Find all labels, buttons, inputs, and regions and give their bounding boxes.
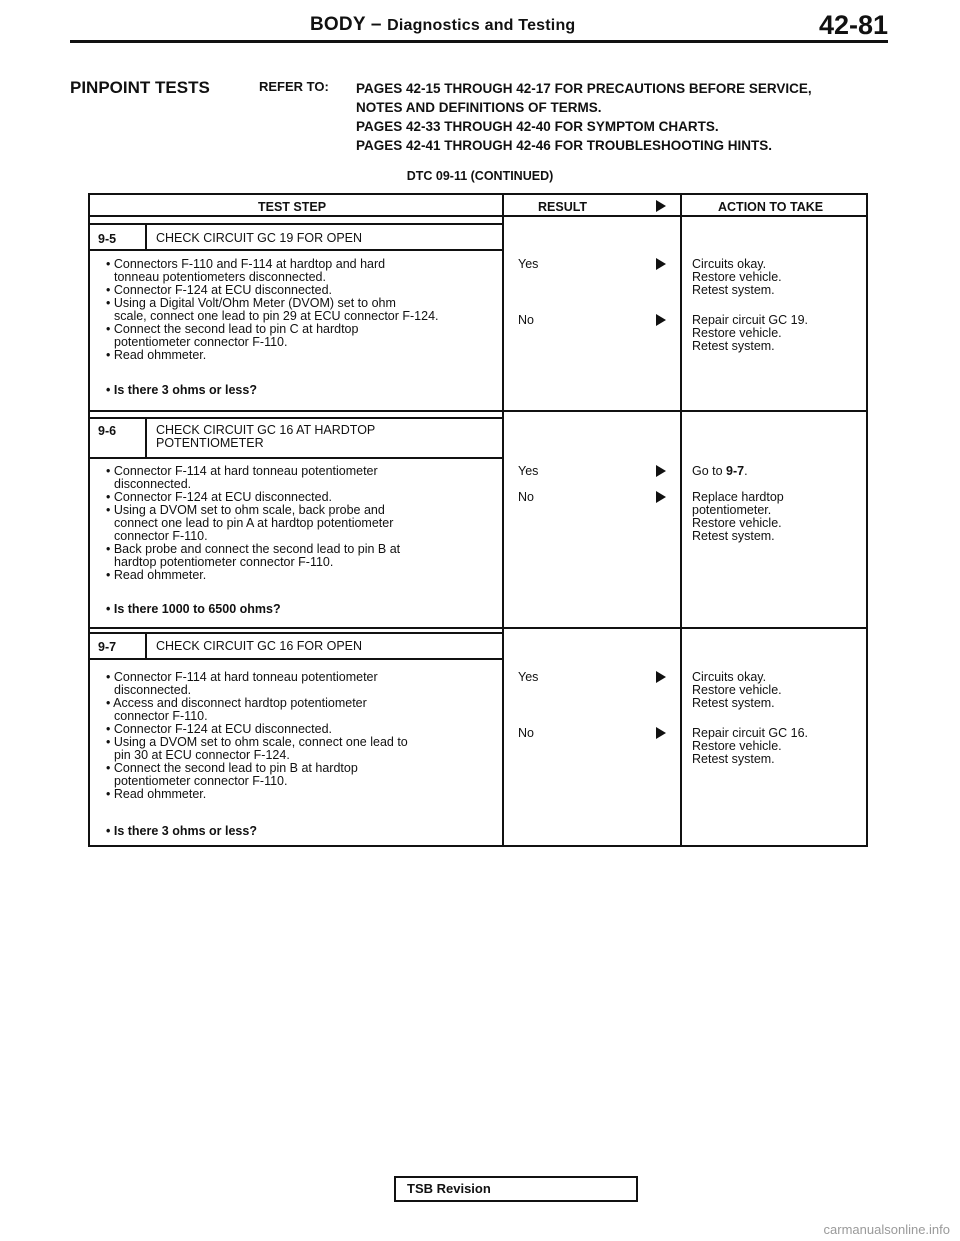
- instruction-line: potentiometer connector F-110.: [114, 774, 288, 788]
- column-divider: [502, 195, 504, 845]
- instruction-line: scale, connect one lead to pin 29 at ECU connector F-124.: [114, 309, 439, 323]
- instruction-line: • Using a DVOM set to ohm scale, connect one lead to: [106, 735, 408, 749]
- watermark[interactable]: carmanualsonline.info: [823, 1222, 950, 1237]
- step-title-rule: [90, 658, 502, 660]
- step-divider: [90, 410, 866, 412]
- result-yes: Yes: [518, 464, 539, 478]
- title-line: POTENTIOMETER: [156, 436, 264, 450]
- result-yes: Yes: [518, 670, 539, 684]
- result-no: No: [518, 726, 534, 740]
- step-instructions: [106, 465, 400, 582]
- action-text: [692, 727, 808, 766]
- action-line: Restore vehicle.: [692, 739, 782, 753]
- tsb-revision-label: TSB Revision: [407, 1181, 491, 1196]
- column-divider: [680, 195, 682, 845]
- action-step-ref: 9-7: [726, 464, 745, 478]
- header-action: ACTION TO TAKE: [718, 200, 824, 214]
- instruction-line: • Connector F-124 at ECU disconnected.: [106, 722, 333, 736]
- step-number: 9-5: [98, 232, 117, 246]
- result-no: No: [518, 490, 534, 504]
- refer-to-lines: [356, 79, 812, 155]
- arrow-icon: [656, 314, 666, 326]
- action-prefix: Go to: [692, 464, 727, 478]
- page-number: 42-81: [818, 10, 888, 40]
- instruction-line: • Connect the second lead to pin B at hardtop: [106, 761, 358, 775]
- step-number: 9-7: [98, 640, 117, 654]
- step-title: CHECK CIRCUIT GC 16 FOR OPEN: [156, 639, 363, 653]
- header-rule: [90, 215, 866, 217]
- arrow-icon: [656, 200, 666, 212]
- step-title-rule: [90, 457, 502, 459]
- instruction-line: tonneau potentiometers disconnected.: [114, 270, 326, 284]
- instruction-line: • Connector F-114 at hard tonneau potentiometer: [106, 464, 378, 478]
- header-test-step: TEST STEP: [258, 200, 327, 214]
- action-line: Retest system.: [692, 696, 775, 710]
- result-yes: Yes: [518, 257, 539, 271]
- instruction-line: potentiometer connector F-110.: [114, 335, 288, 349]
- instruction-line: connect one lead to pin A at hardtop potentiometer: [114, 516, 394, 530]
- step-number-divider: [145, 223, 147, 249]
- action-line: Retest system.: [692, 529, 775, 543]
- instruction-line: hardtop potentiometer connector F-110.: [114, 555, 334, 569]
- action-line: Retest system.: [692, 283, 775, 297]
- instruction-line: • Using a DVOM set to ohm scale, back probe and: [106, 503, 385, 517]
- instruction-line: • Access and disconnect hardtop potentiometer: [106, 696, 367, 710]
- action-line: Circuits okay.: [692, 670, 767, 684]
- step-question: • Is there 3 ohms or less?: [106, 824, 257, 838]
- action-line: Restore vehicle.: [692, 326, 782, 340]
- step-question: • Is there 3 ohms or less?: [106, 383, 257, 397]
- instruction-line: • Using a Digital Volt/Ohm Meter (DVOM) set to ohm: [106, 296, 396, 310]
- step-divider: [90, 627, 866, 629]
- action-text: [692, 671, 782, 710]
- action-line: Retest system.: [692, 752, 775, 766]
- refer-to-label: REFER TO:: [259, 79, 329, 94]
- refer-line: PAGES 42-41 THROUGH 42-46 FOR TROUBLESHOOTING HINTS.: [356, 138, 773, 153]
- step-title-rule: [90, 223, 502, 225]
- action-suffix: .: [744, 464, 748, 478]
- step-title-rule: [90, 249, 502, 251]
- instruction-line: • Read ohmmeter.: [106, 787, 207, 801]
- arrow-icon: [656, 465, 666, 477]
- instruction-line: connector F-110.: [114, 529, 208, 543]
- action-text: [692, 491, 784, 543]
- action-text: [692, 258, 782, 297]
- step-title: CHECK CIRCUIT GC 19 FOR OPEN: [156, 231, 363, 245]
- tsb-revision-box: [394, 1176, 638, 1202]
- action-text: [692, 465, 748, 478]
- step-question: • Is there 1000 to 6500 ohms?: [106, 602, 281, 616]
- instruction-line: • Read ohmmeter.: [106, 348, 207, 362]
- step-number: 9-6: [98, 424, 117, 438]
- instruction-line: • Back probe and connect the second lead to pin B at: [106, 542, 401, 556]
- step-number-divider: [145, 632, 147, 658]
- action-line: Repair circuit GC 19.: [692, 313, 809, 327]
- pinpoint-tests-title: PINPOINT TESTS: [70, 78, 210, 97]
- dtc-heading: DTC 09-11 (CONTINUED): [406, 169, 554, 183]
- instruction-line: • Connector F-124 at ECU disconnected.: [106, 490, 333, 504]
- action-line: Circuits okay.: [692, 257, 767, 271]
- step-title-rule: [90, 417, 502, 419]
- arrow-icon: [656, 727, 666, 739]
- arrow-icon: [656, 491, 666, 503]
- step-number-divider: [145, 417, 147, 457]
- action-line: Replace hardtop: [692, 490, 784, 504]
- instruction-line: • Connectors F-110 and F-114 at hardtop and hard: [106, 257, 386, 271]
- instruction-line: • Connector F-124 at ECU disconnected.: [106, 283, 333, 297]
- action-line: Restore vehicle.: [692, 270, 782, 284]
- action-line: Retest system.: [692, 339, 775, 353]
- refer-line: NOTES AND DEFINITIONS OF TERMS.: [356, 100, 602, 115]
- instruction-line: disconnected.: [114, 683, 192, 697]
- instruction-line: • Connector F-114 at hard tonneau potentiometer: [106, 670, 378, 684]
- header-rule: [70, 40, 888, 43]
- arrow-icon: [656, 671, 666, 683]
- refer-line: PAGES 42-15 THROUGH 42-17 FOR PRECAUTIONS BEFORE SERVICE,: [356, 81, 812, 96]
- action-line: potentiometer.: [692, 503, 772, 517]
- action-line: Restore vehicle.: [692, 683, 782, 697]
- instruction-line: pin 30 at ECU connector F-124.: [114, 748, 290, 762]
- step-title-rule: [90, 632, 502, 634]
- pinpoint-test-table: [88, 193, 868, 847]
- instruction-line: • Connect the second lead to pin C at hardtop: [106, 322, 359, 336]
- title-line: CHECK CIRCUIT GC 16 AT HARDTOP: [156, 423, 376, 437]
- step-title: [156, 424, 375, 450]
- action-line: Repair circuit GC 16.: [692, 726, 809, 740]
- page-title: BODY – Diagnostics and Testing: [310, 14, 576, 35]
- refer-line: PAGES 42-33 THROUGH 42-40 FOR SYMPTOM CHARTS.: [356, 119, 719, 134]
- instruction-line: • Read ohmmeter.: [106, 568, 207, 582]
- instruction-line: connector F-110.: [114, 709, 208, 723]
- step-instructions: [106, 671, 408, 801]
- instruction-line: disconnected.: [114, 477, 192, 491]
- action-line: Restore vehicle.: [692, 516, 782, 530]
- page-subtitle: Diagnostics and Testing: [387, 17, 576, 34]
- result-no: No: [518, 313, 534, 327]
- step-instructions: [106, 258, 439, 362]
- arrow-icon: [656, 258, 666, 270]
- header-result: RESULT: [538, 200, 588, 214]
- action-text: [692, 314, 808, 353]
